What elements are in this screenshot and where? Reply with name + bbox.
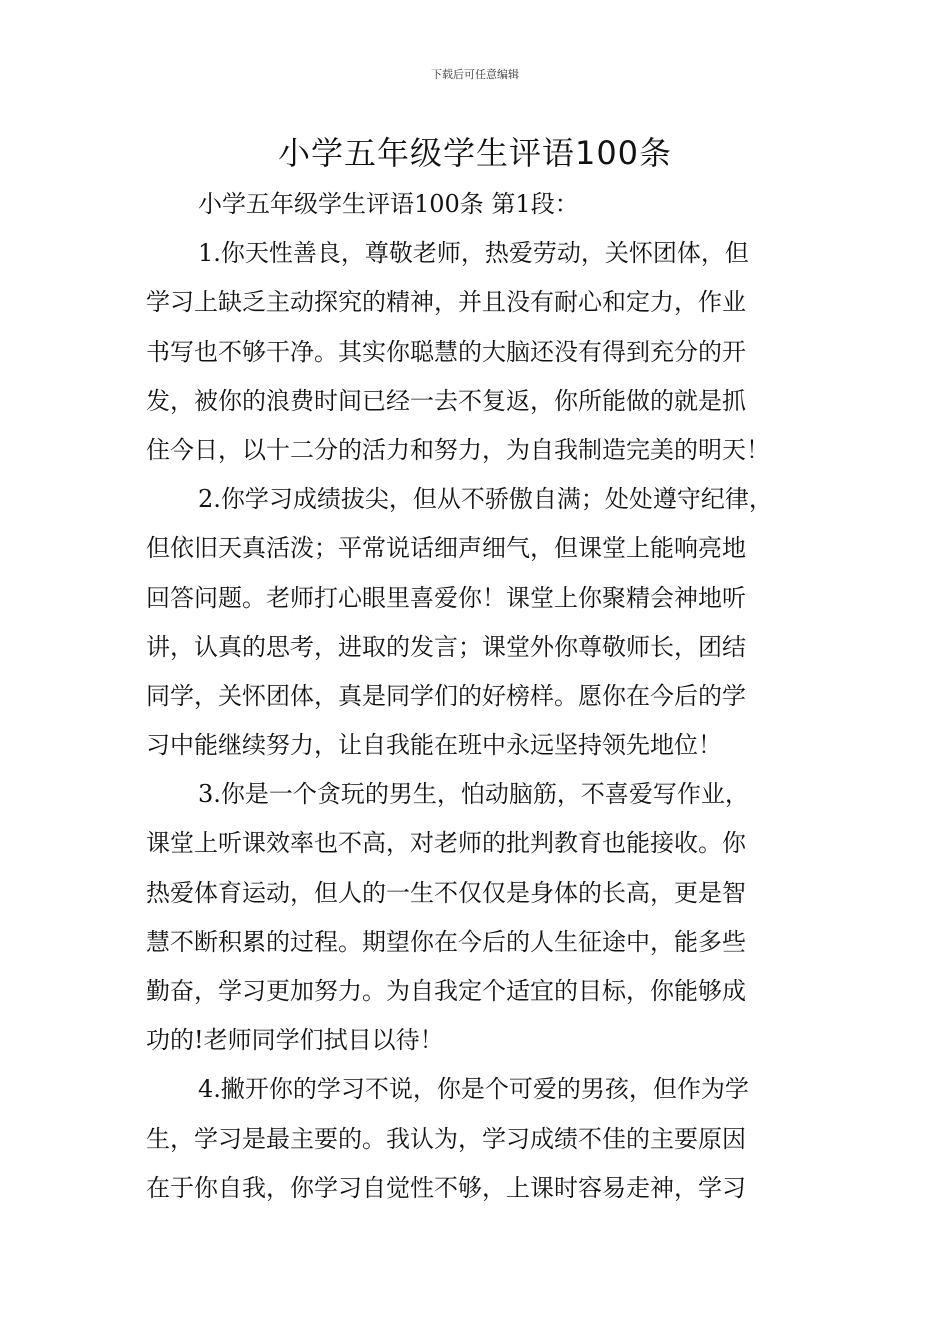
body-line: 但依旧天真活泼；平常说话细声细气，但课堂上能响亮地 xyxy=(146,534,746,563)
body-line: 书写也不够干净。其实你聪慧的大脑还没有得到充分的开 xyxy=(146,337,746,366)
body-line: 热爱体育运动，但人的一生不仅仅是身体的长高，更是智 xyxy=(146,878,746,907)
body-line: 2.你学习成绩拔尖，但从不骄傲自满；处处遵守纪律， xyxy=(198,485,773,514)
body-line: 回答问题。老师打心眼里喜爱你！课堂上你聚精会神地听 xyxy=(146,583,746,612)
body-line: 慧不断积累的过程。期望你在今后的人生征途中，能多些 xyxy=(146,927,746,956)
body-line: 在于你自我，你学习自觉性不够，上课时容易走神，学习 xyxy=(146,1173,746,1202)
body-line: 讲，认真的思考，进取的发言；课堂外你尊敬师长，团结 xyxy=(146,632,746,661)
document-body xyxy=(146,180,836,1213)
body-line: 课堂上听课效率也不高，对老师的批判教育也能接收。你 xyxy=(146,829,746,858)
body-line: 发，被你的浪费时间已经一去不复返，你所能做的就是抓 xyxy=(146,386,746,415)
body-line: 勤奋，学习更加努力。为自我定个适宜的目标，你能够成 xyxy=(146,977,746,1005)
body-line: 同学，关怀团体，真是同学们的好榜样。愿你在今后的学 xyxy=(146,681,746,710)
body-line: 4.撇开你的学习不说，你是个可爱的男孩，但作为学 xyxy=(198,1075,749,1104)
body-line: 1.你天性善良，尊敬老师，热爱劳动，关怀团体，但 xyxy=(198,239,749,268)
body-line: 习中能继续努力，让自我能在班中永远坚持领先地位！ xyxy=(146,731,722,760)
body-line: 3.你是一个贪玩的男生，怕动脑筋，不喜爱写作业， xyxy=(198,780,749,809)
body-line: 生，学习是最主要的。我认为，学习成绩不佳的主要原因 xyxy=(146,1124,746,1153)
page-header-note: 下载后可任意编辑 xyxy=(431,68,519,81)
body-line: 功的!老师同学们拭目以待！ xyxy=(146,1026,444,1055)
document-title: 小学五年级学生评语100条 xyxy=(277,134,673,172)
body-line: 小学五年级学生评语100条 第1段： xyxy=(198,190,579,218)
body-line: 住今日，以十二分的活力和努力，为自我制造完美的明天！ xyxy=(146,435,770,464)
body-line: 学习上缺乏主动探究的精神，并且没有耐心和定力，作业 xyxy=(146,288,746,317)
